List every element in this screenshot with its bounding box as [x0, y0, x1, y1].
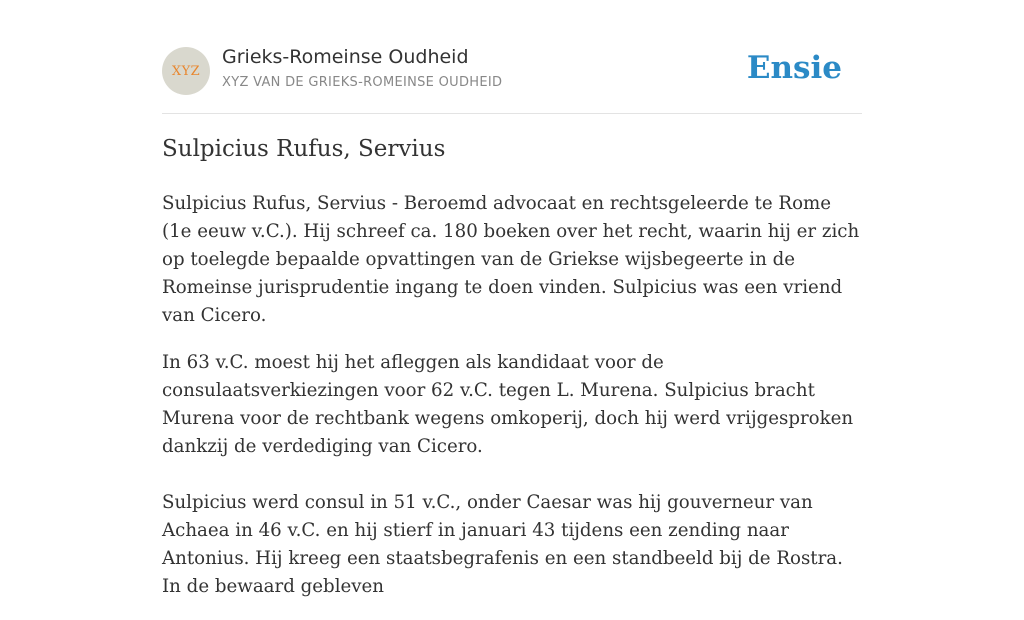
site-header	[162, 46, 862, 96]
article-title: Sulpicius Rufus, Servius	[162, 136, 446, 162]
brand-logo-link[interactable]: Ensie	[746, 50, 842, 86]
page	[162, 0, 862, 597]
header-divider	[162, 113, 862, 114]
avatar-label: XYZ	[171, 63, 201, 79]
article-paragraph: Sulpicius Rufus, Servius - Beroemd advocaat en rechtsgeleerde te Rome (1e eeuw v.C.). Hij schreef ca. 180 boeken over het recht, waarin hij er zich op toelegde bepaalde opvattingen van de Griekse wijsbegeerte in de Romeinse jurisprudentie ingang te doen vinden. Sulpicius was een vriend van Cicero.	[162, 193, 860, 326]
site-title[interactable]: Grieks-Romeinse Oudheid	[222, 46, 469, 68]
article-paragraph: In 63 v.C. moest hij het afleggen als kandidaat voor de consulaatsverkiezingen voor 62 v.C. tegen L. Murena. Sulpicius bracht Murena voor de rechtbank wegens omkoperij, doch hij werd vrijgesproken dankzij de verdediging van Cicero. Sulpicius werd consul in 51 v.C., onder Caesar was hij gouverneur van Achaea in 46 v.C. en hij stierf in januari 43 tijdens een zending naar Antonius. Hij kreeg een staatsbegrafenis en een standbeeld bij de Rostra. In de bewaard gebleven	[162, 352, 854, 597]
avatar[interactable]	[162, 47, 210, 95]
site-subtitle[interactable]: XYZ VAN DE GRIEKS-ROMEINSE OUDHEID	[222, 75, 503, 90]
article-body	[162, 190, 862, 620]
